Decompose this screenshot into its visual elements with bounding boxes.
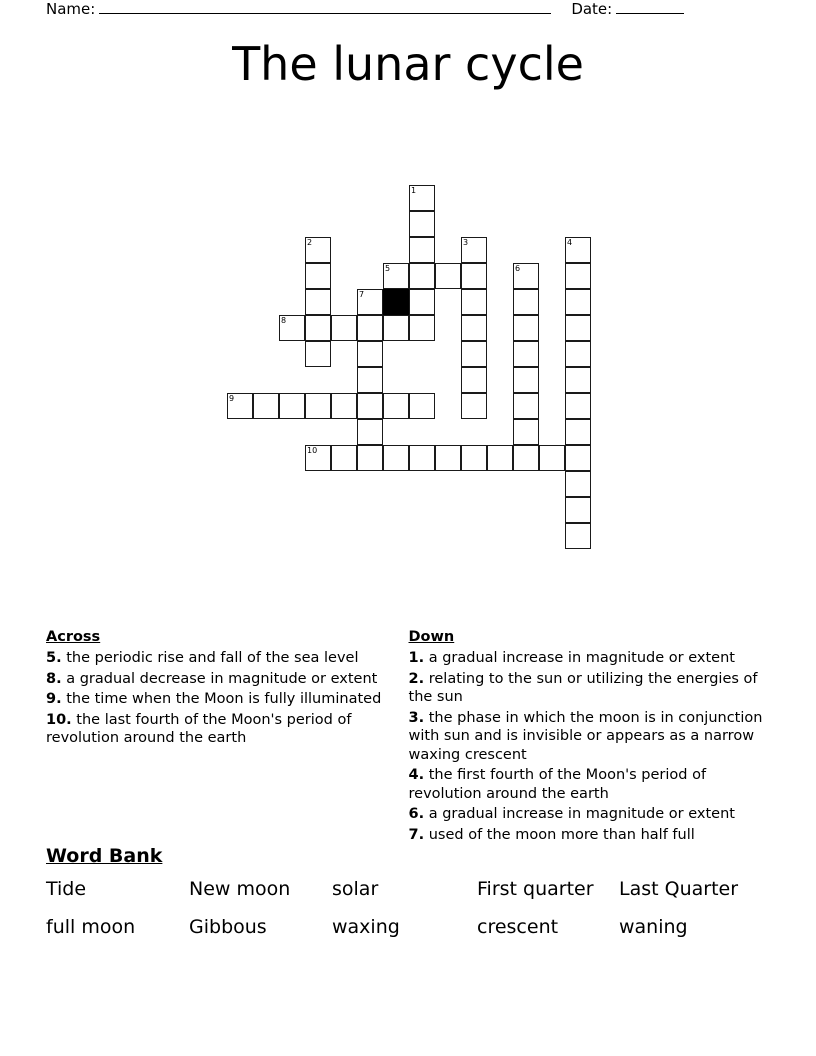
clue-down-7 (409, 826, 776, 845)
clue-across-10 (46, 711, 391, 748)
across-heading: Across (46, 629, 101, 645)
crossword-cell[interactable] (565, 341, 591, 367)
crossword-cell[interactable] (279, 393, 305, 419)
clue-text: the periodic rise and fall of the sea level (66, 650, 359, 666)
crossword-cell[interactable] (305, 289, 331, 315)
crossword-cell[interactable] (565, 471, 591, 497)
crossword-cell[interactable] (331, 445, 357, 471)
clue-text: the last fourth of the Moon's period of revolution around the earth (46, 711, 352, 746)
clue-down-2 (409, 670, 776, 707)
crossword-cell[interactable] (357, 367, 383, 393)
crossword-cell[interactable] (357, 393, 383, 419)
word-bank-item: Gibbous (189, 916, 267, 938)
clue-text: a gradual increase in magnitude or extent (428, 806, 735, 822)
down-heading: Down (408, 629, 455, 645)
crossword-cell-number: 4 (567, 238, 573, 247)
clue-text: a gradual decrease in magnitude or extent (66, 670, 378, 687)
crossword-cell[interactable] (227, 393, 253, 419)
crossword-cell[interactable] (513, 341, 539, 367)
crossword-cell-number: 1 (411, 186, 417, 195)
down-clues (409, 628, 776, 846)
clue-down-6 (409, 805, 776, 824)
crossword-cell[interactable] (409, 237, 435, 263)
word-bank-item: full moon (46, 916, 136, 938)
clue-number: 10. (46, 711, 72, 728)
word-bank-item: First quarter (477, 878, 594, 900)
crossword-cell[interactable] (513, 289, 539, 315)
crossword-cell[interactable] (409, 393, 435, 419)
clue-text: a gradual increase in magnitude or extent (428, 650, 735, 666)
crossword-cell-number: 7 (359, 290, 365, 299)
clue-number: 7. (408, 826, 425, 843)
crossword-cell[interactable] (513, 367, 539, 393)
clue-text: relating to the sun or utilizing the energies of the sun (408, 670, 758, 705)
clue-number: 4. (408, 767, 425, 783)
crossword-cell[interactable] (513, 263, 539, 289)
crossword-cell[interactable] (383, 315, 409, 341)
word-bank-row (46, 878, 776, 916)
word-bank (46, 878, 776, 954)
crossword-cell[interactable] (461, 263, 487, 289)
word-bank-item: crescent (477, 916, 559, 938)
clue-number: 2. (408, 670, 425, 687)
name-input-line[interactable] (99, 2, 551, 14)
crossword-cell[interactable] (565, 367, 591, 393)
crossword-cell[interactable] (539, 445, 565, 471)
crossword-cell[interactable] (565, 237, 591, 263)
clue-across-8 (46, 670, 391, 689)
clue-text: used of the moon more than half full (428, 826, 695, 843)
word-bank-item: Last Quarter (619, 878, 739, 900)
crossword-grid[interactable] (227, 185, 607, 560)
crossword-cell[interactable] (435, 445, 461, 471)
crossword-block-cell (383, 289, 409, 315)
crossword-cell[interactable] (305, 263, 331, 289)
crossword-cell[interactable] (565, 393, 591, 419)
word-bank-item: New moon (189, 878, 291, 900)
clues-section (46, 628, 776, 846)
crossword-cell[interactable] (253, 393, 279, 419)
page-title: The lunar cycle (232, 37, 584, 91)
crossword-cell[interactable] (409, 445, 435, 471)
crossword-cell[interactable] (409, 263, 435, 289)
word-bank-item: Tide (46, 878, 87, 900)
clue-text: the phase in which the moon is in conjunction with sun and is invisible or appears as a narrow waxing crescent (408, 709, 763, 763)
crossword-cell-number: 5 (385, 264, 391, 273)
crossword-cell[interactable] (331, 393, 357, 419)
crossword-cell[interactable] (461, 445, 487, 471)
crossword-cell-number: 2 (307, 238, 313, 247)
crossword-cell[interactable] (305, 393, 331, 419)
word-bank-heading: Word Bank (46, 845, 163, 867)
crossword-cell-number: 3 (463, 238, 469, 247)
crossword-cell[interactable] (357, 419, 383, 445)
crossword-cell[interactable] (461, 367, 487, 393)
crossword-cell-number: 9 (229, 394, 235, 403)
crossword-cell[interactable] (487, 445, 513, 471)
clue-number: 3. (408, 709, 425, 726)
crossword-cell[interactable] (565, 419, 591, 445)
clue-number: 9. (46, 691, 62, 707)
crossword-cell[interactable] (383, 263, 409, 289)
crossword-cell-number: 8 (281, 316, 287, 325)
name-label: Name: (46, 0, 96, 18)
crossword-cell[interactable] (565, 315, 591, 341)
crossword-cell[interactable] (435, 263, 461, 289)
clue-number: 8. (46, 670, 62, 687)
clue-down-4 (409, 766, 776, 803)
crossword-cell[interactable] (409, 211, 435, 237)
date-input-line[interactable] (616, 2, 684, 14)
word-bank-item: solar (332, 878, 379, 900)
crossword-cell[interactable] (461, 393, 487, 419)
crossword-cell[interactable] (383, 393, 409, 419)
date-label: Date: (571, 0, 613, 18)
crossword-cell[interactable] (513, 445, 539, 471)
crossword-cell[interactable] (513, 393, 539, 419)
crossword-cell[interactable] (565, 523, 591, 549)
crossword-cell[interactable] (305, 341, 331, 367)
crossword-cell[interactable] (565, 445, 591, 471)
crossword-cell[interactable] (513, 315, 539, 341)
across-clues (46, 628, 391, 846)
crossword-cell[interactable] (305, 445, 331, 471)
clue-down-1 (409, 649, 776, 668)
crossword-cell[interactable] (409, 185, 435, 211)
crossword-cell[interactable] (305, 237, 331, 263)
clue-number: 1. (408, 650, 425, 666)
crossword-cell-number: 6 (515, 264, 521, 273)
crossword-cell[interactable] (565, 263, 591, 289)
crossword-cell[interactable] (409, 315, 435, 341)
word-bank-item: waxing (332, 916, 400, 938)
crossword-cell-number: 10 (307, 446, 318, 455)
crossword-cell[interactable] (461, 289, 487, 315)
crossword-cell[interactable] (357, 341, 383, 367)
word-bank-row (46, 916, 776, 954)
crossword-cell[interactable] (565, 289, 591, 315)
worksheet-header (46, 0, 770, 26)
crossword-cell[interactable] (565, 497, 591, 523)
crossword-cell[interactable] (357, 315, 383, 341)
clue-text: the time when the Moon is fully illuminated (66, 691, 382, 707)
crossword-cell[interactable] (513, 419, 539, 445)
clue-across-9 (46, 690, 391, 709)
crossword-cell[interactable] (357, 445, 383, 471)
crossword-cell[interactable] (461, 237, 487, 263)
clue-number: 5. (46, 650, 62, 666)
crossword-cell[interactable] (461, 341, 487, 367)
crossword-cell[interactable] (279, 315, 305, 341)
clue-number: 6. (408, 806, 425, 822)
clue-across-5 (46, 649, 391, 668)
crossword-cell[interactable] (461, 315, 487, 341)
clue-text: the first fourth of the Moon's period of revolution around the earth (408, 767, 707, 802)
clue-down-3 (409, 709, 776, 765)
crossword-cell[interactable] (331, 315, 357, 341)
crossword-cell[interactable] (383, 445, 409, 471)
crossword-cell[interactable] (305, 315, 331, 341)
crossword-cell[interactable] (357, 289, 383, 315)
crossword-cell[interactable] (409, 289, 435, 315)
word-bank-item: waning (619, 916, 688, 938)
